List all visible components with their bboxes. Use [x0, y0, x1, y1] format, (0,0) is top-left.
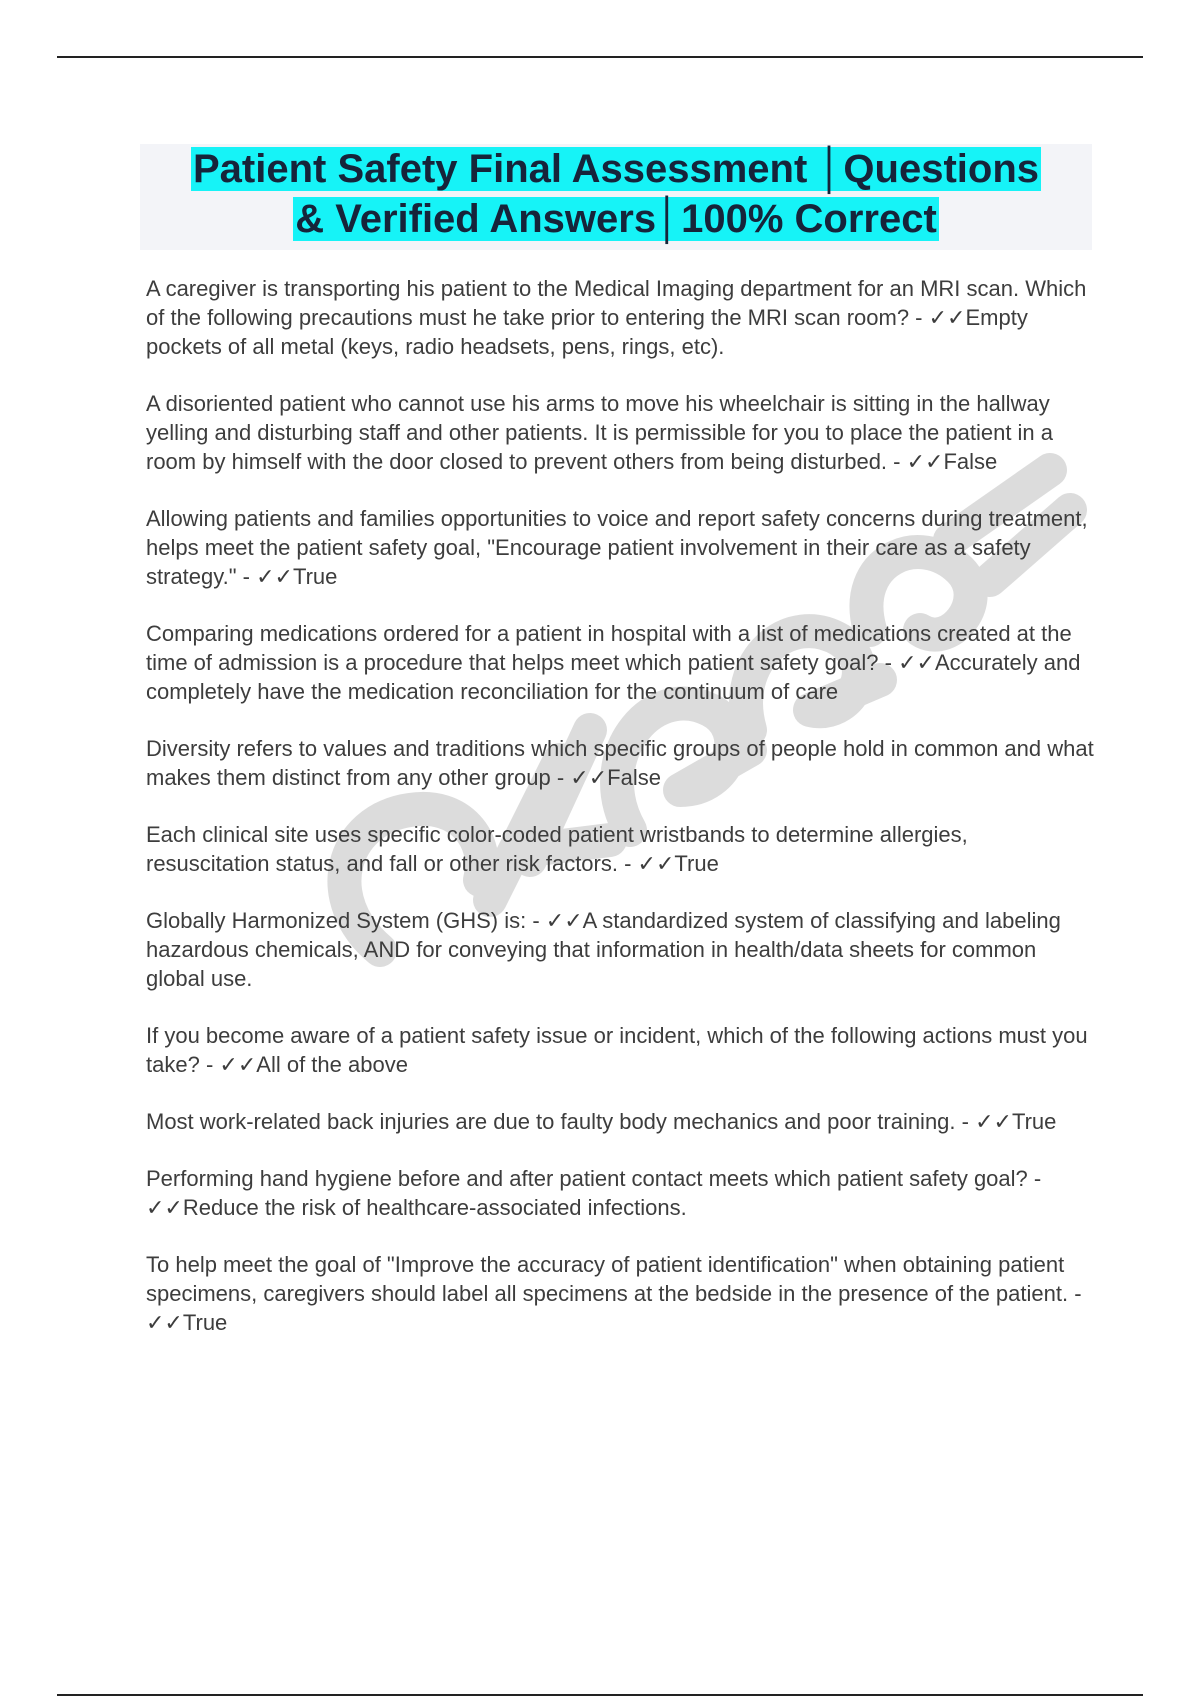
- check-mark-icon: ✓✓: [570, 765, 608, 790]
- qa-answer: True: [182, 1310, 228, 1335]
- qa-separator: -: [236, 564, 257, 589]
- qa-question: Globally Harmonized System (GHS) is:: [146, 908, 527, 933]
- qa-separator: -: [887, 449, 907, 474]
- qa-list: [146, 274, 1096, 1365]
- header-rule: [57, 56, 1143, 58]
- qa-item: [146, 1250, 1096, 1337]
- check-mark-icon: ✓✓: [975, 1109, 1012, 1134]
- qa-item: [146, 274, 1096, 361]
- qa-question: A caregiver is transporting his patient to the Medical Imaging department for an MRI scan. Which of the following precautions must he take prior to entering the MRI scan room?: [146, 276, 1087, 330]
- title-block: [140, 144, 1092, 250]
- qa-separator: -: [909, 305, 929, 330]
- qa-separator: -: [955, 1109, 976, 1134]
- qa-answer: True: [1011, 1109, 1057, 1134]
- title-line-2: & Verified Answers│100% Correct: [295, 197, 937, 241]
- qa-answer: Reduce the risk of healthcare-associated infections.: [182, 1195, 687, 1220]
- qa-question: A disoriented patient who cannot use his arms to move his wheelchair is sitting in the hallway yelling and disturbing staff and other patients. It is permissible for you to place the patient in a room by himself with the door closed to prevent others from being disturbed.: [146, 391, 1054, 474]
- qa-separator: -: [526, 908, 546, 933]
- check-mark-icon: ✓✓: [146, 1310, 183, 1335]
- qa-item: [146, 906, 1096, 993]
- check-mark-icon: ✓✓: [545, 908, 583, 933]
- qa-answer: True: [674, 851, 719, 876]
- qa-separator: -: [1068, 1281, 1082, 1306]
- check-mark-icon: ✓✓: [219, 1052, 257, 1077]
- qa-question: Performing hand hygiene before and after patient contact meets which patient safety goal?: [146, 1166, 1028, 1191]
- qa-answer: A standardized system of classifying and labeling hazardous chemicals, AND for conveying that information in health/data sheets for common global use.: [146, 908, 1061, 991]
- qa-item: [146, 619, 1096, 706]
- qa-item: [146, 1107, 1096, 1136]
- qa-item: [146, 820, 1096, 878]
- check-mark-icon: ✓✓: [637, 851, 675, 876]
- qa-item: [146, 734, 1096, 792]
- qa-answer: False: [607, 765, 661, 790]
- qa-separator: -: [617, 851, 638, 876]
- qa-separator: -: [199, 1052, 220, 1077]
- qa-item: [146, 1021, 1096, 1079]
- qa-question: Allowing patients and families opportunities to voice and report safety concerns during treatment, helps meet the patient safety goal, "Encourage patient involvement in their care as a safety strategy.": [146, 506, 1088, 589]
- qa-question: To help meet the goal of "Improve the accuracy of patient identification" when obtaining patient specimens, caregivers should label all specimens at the bedside in the presence of the patient.: [146, 1252, 1069, 1306]
- qa-answer: Empty pockets of all metal (keys, radio headsets, pens, rings, etc).: [146, 305, 1028, 359]
- qa-answer: All of the above: [256, 1052, 408, 1077]
- qa-item: [146, 1164, 1096, 1222]
- check-mark-icon: ✓✓: [146, 1195, 183, 1220]
- check-mark-icon: ✓✓: [898, 650, 935, 675]
- qa-question: Most work-related back injuries are due to faulty body mechanics and poor training.: [146, 1109, 956, 1134]
- check-mark-icon: ✓✓: [256, 564, 293, 589]
- title-line-1: Patient Safety Final Assessment │Questions: [193, 147, 1039, 191]
- qa-question: Diversity refers to values and traditions which specific groups of people hold in common and what makes them distinct from any other group: [146, 736, 1094, 790]
- qa-question: Each clinical site uses specific color-coded patient wristbands to determine allergies, resuscitation status, and fall or other risk factors.: [146, 822, 968, 876]
- qa-question: If you become aware of a patient safety issue or incident, which of the following actions must you take?: [146, 1023, 1088, 1077]
- qa-answer: True: [292, 564, 338, 589]
- qa-answer: Accurately and completely have the medication reconciliation for the continuum of care: [146, 650, 1081, 704]
- check-mark-icon: ✓✓: [906, 449, 944, 474]
- qa-separator: -: [878, 650, 899, 675]
- qa-item: [146, 389, 1096, 476]
- check-mark-icon: ✓✓: [928, 305, 966, 330]
- qa-item: [146, 504, 1096, 591]
- qa-answer: False: [943, 449, 998, 474]
- qa-separator: -: [550, 765, 571, 790]
- page-title: [140, 144, 1092, 244]
- qa-separator: -: [1027, 1166, 1042, 1191]
- footer-rule: [57, 1694, 1143, 1696]
- qa-question: Comparing medications ordered for a patient in hospital with a list of medications created at the time of admission is a procedure that helps meet which patient safety goal?: [146, 621, 1072, 675]
